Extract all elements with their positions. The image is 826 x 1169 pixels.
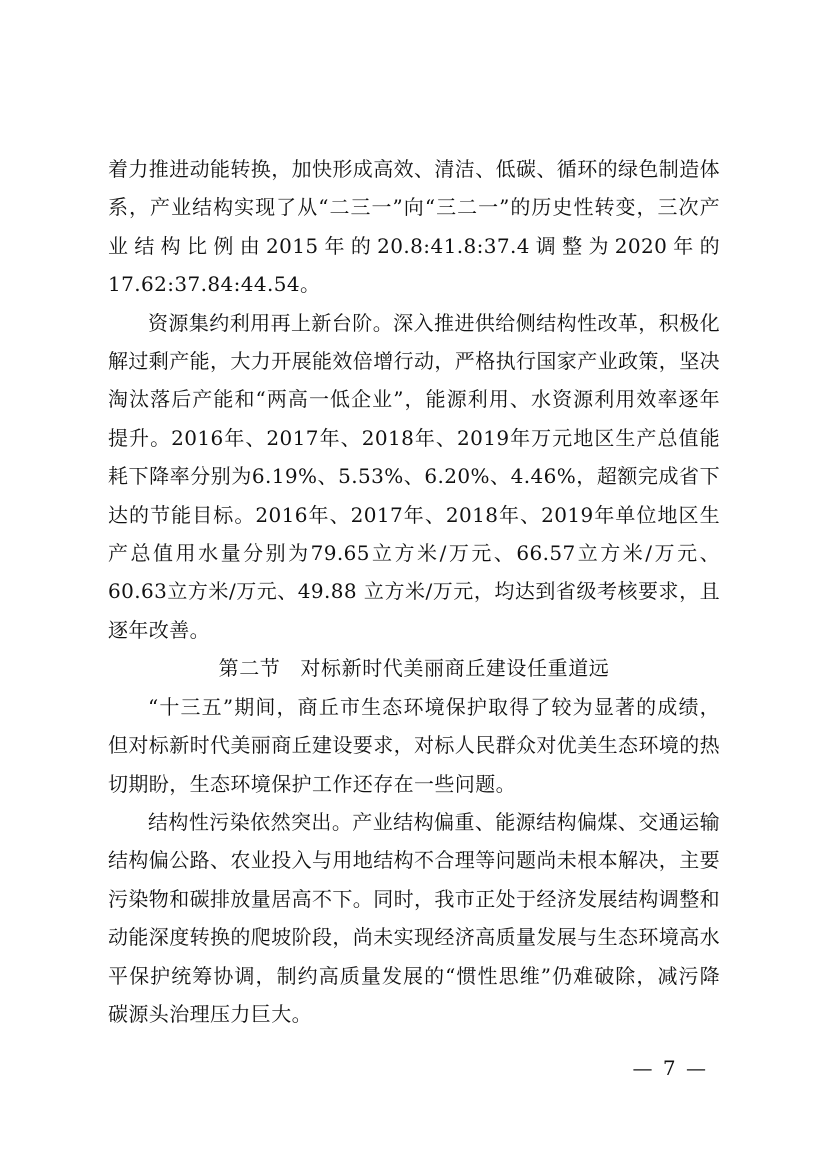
paragraph-section-intro: “十三五”期间，商丘市生态环境保护取得了较为显著的成绩，但对标新时代美丽商丘建设要求，对标人民群众对优美生态环境的热切期盼，生态环境保护工作还存在一些问题。 <box>108 694 720 796</box>
page-number: — 7 — <box>632 1056 708 1080</box>
section-title: 对标新时代美丽商丘建设任重道远 <box>300 656 610 681</box>
paragraph-structural-pollution: 结构性污染依然突出。产业结构偏重、能源结构偏煤、交通运输结构偏公路、农业投入与用地结构不合理等问题尚未根本解决，主要污染物和碳排放量居高不下。同时，我市正处于经济发展结构调整和动能深度转换的爬坡阶段，尚未实现经济高质量发展与生态环境高水平保护统筹协调，制约高质量发展的“惯性思维”仍难破除，减污降碳源头治理压力巨大。 <box>108 809 720 1026</box>
section-heading <box>108 649 720 687</box>
paragraph-resource-utilization: 资源集约利用再上新台阶。深入推进供给侧结构性改革，积极化解过剩产能，大力开展能效倍增行动，严格执行国家产业政策，坚决淘汰落后产能和“两高一低企业”，能源利用、水资源利用效率逐年提升。2016年、2017年、2018年、2019年万元地区生产总值能耗下降率分别为6.19%、5.53%、6.20%、4.46%，超额完成省下达的节能目标。2016年、2017年、2018年、2019年单位地区生产总值用水量分别为79.65立方米/万元、66.57立方米/万元、60.63立方米/万元、49.88 立方米/万元，均达到省级考核要求，且逐年改善。 <box>108 310 720 642</box>
section-number: 第二节 <box>218 656 281 681</box>
document-page <box>108 150 720 1033</box>
paragraph-continuation: 着力推进动能转换，加快形成高效、清洁、低碳、循环的绿色制造体系，产业结构实现了从“二三一”向“三二一”的历史性转变，三次产业结构比例由2015年的20.8:41.8:37.4调整为2020年的17.62:37.84:44.54。 <box>108 157 720 297</box>
